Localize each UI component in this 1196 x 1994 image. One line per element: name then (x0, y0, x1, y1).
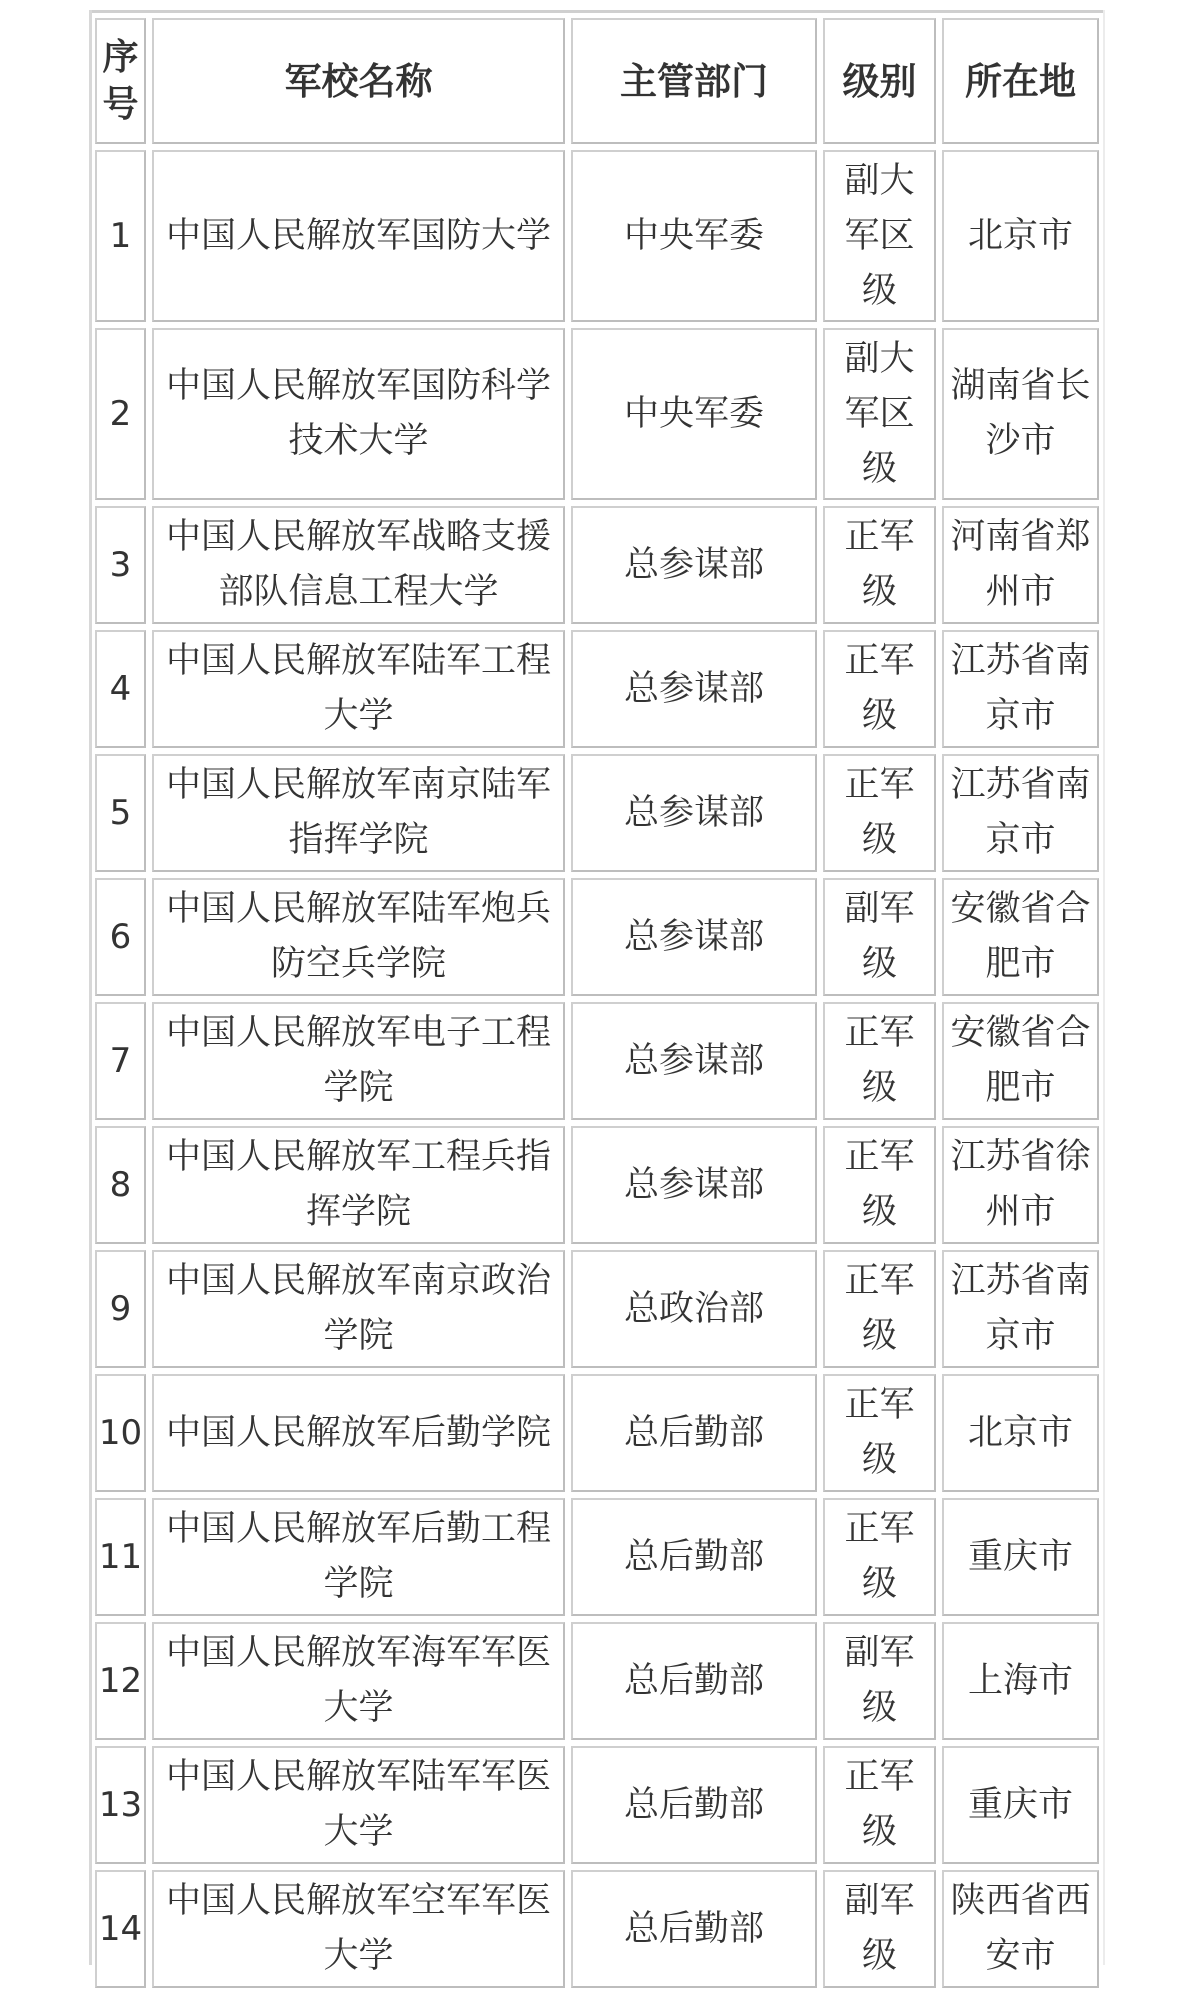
cell-name: 中国人民解放军电子工程学院 (152, 1002, 565, 1120)
header-dept: 主管部门 (571, 18, 817, 144)
cell-name: 中国人民解放军陆军军医大学 (152, 1746, 565, 1864)
cell-no: 14 (95, 1870, 146, 1988)
cell-level: 正军级 (823, 1126, 936, 1244)
military-academy-table (89, 12, 1105, 1994)
cell-no: 1 (95, 150, 146, 322)
table-row (95, 1622, 1099, 1740)
cell-dept: 总参谋部 (571, 878, 817, 996)
cell-dept: 总后勤部 (571, 1746, 817, 1864)
cell-no: 9 (95, 1250, 146, 1368)
cell-level: 正军级 (823, 506, 936, 624)
cell-level: 副军级 (823, 1622, 936, 1740)
cell-no: 8 (95, 1126, 146, 1244)
table-row (95, 1498, 1099, 1616)
cell-dept: 总参谋部 (571, 1002, 817, 1120)
table-row (95, 506, 1099, 624)
cell-name: 中国人民解放军后勤工程学院 (152, 1498, 565, 1616)
cell-dept: 总参谋部 (571, 630, 817, 748)
cell-dept: 总后勤部 (571, 1870, 817, 1988)
cell-no: 3 (95, 506, 146, 624)
cell-no: 6 (95, 878, 146, 996)
cell-name: 中国人民解放军空军军医大学 (152, 1870, 565, 1988)
cell-dept: 中央军委 (571, 328, 817, 500)
table-body (95, 150, 1099, 1988)
cell-no: 7 (95, 1002, 146, 1120)
header-level: 级别 (823, 18, 936, 144)
cell-location: 上海市 (942, 1622, 1099, 1740)
cell-location: 安徽省合肥市 (942, 878, 1099, 996)
cell-no: 11 (95, 1498, 146, 1616)
table-row (95, 150, 1099, 322)
table-row (95, 1374, 1099, 1492)
cell-no: 12 (95, 1622, 146, 1740)
cell-level: 正军级 (823, 630, 936, 748)
header-no: 序号 (95, 18, 146, 144)
cell-name: 中国人民解放军陆军工程大学 (152, 630, 565, 748)
cell-location: 重庆市 (942, 1746, 1099, 1864)
cell-level: 副大军区级 (823, 328, 936, 500)
cell-level: 正军级 (823, 1250, 936, 1368)
table-row (95, 1002, 1099, 1120)
cell-name: 中国人民解放军海军军医大学 (152, 1622, 565, 1740)
cell-location: 重庆市 (942, 1498, 1099, 1616)
table-row (95, 878, 1099, 996)
table-row (95, 1746, 1099, 1864)
cell-location: 江苏省南京市 (942, 1250, 1099, 1368)
cell-level: 正军级 (823, 1002, 936, 1120)
cell-name: 中国人民解放军工程兵指挥学院 (152, 1126, 565, 1244)
cell-location: 陕西省西安市 (942, 1870, 1099, 1988)
header-name: 军校名称 (152, 18, 565, 144)
cell-location: 安徽省合肥市 (942, 1002, 1099, 1120)
cell-dept: 总后勤部 (571, 1374, 817, 1492)
cell-name: 中国人民解放军战略支援部队信息工程大学 (152, 506, 565, 624)
cell-location: 北京市 (942, 1374, 1099, 1492)
table-row (95, 1870, 1099, 1988)
header-row (95, 18, 1099, 144)
cell-name: 中国人民解放军陆军炮兵防空兵学院 (152, 878, 565, 996)
cell-no: 2 (95, 328, 146, 500)
cell-name: 中国人民解放军南京政治学院 (152, 1250, 565, 1368)
table-row (95, 328, 1099, 500)
cell-name: 中国人民解放军国防大学 (152, 150, 565, 322)
cell-level: 副大军区级 (823, 150, 936, 322)
cell-location: 湖南省长沙市 (942, 328, 1099, 500)
cell-location: 北京市 (942, 150, 1099, 322)
table-row (95, 630, 1099, 748)
cell-level: 副军级 (823, 1870, 936, 1988)
table-row (95, 1250, 1099, 1368)
cell-level: 副军级 (823, 878, 936, 996)
cell-dept: 总参谋部 (571, 754, 817, 872)
cell-no: 5 (95, 754, 146, 872)
cell-name: 中国人民解放军后勤学院 (152, 1374, 565, 1492)
cell-no: 13 (95, 1746, 146, 1864)
cell-location: 江苏省南京市 (942, 754, 1099, 872)
cell-location: 江苏省南京市 (942, 630, 1099, 748)
table-row (95, 754, 1099, 872)
cell-location: 江苏省徐州市 (942, 1126, 1099, 1244)
cell-location: 河南省郑州市 (942, 506, 1099, 624)
cell-no: 10 (95, 1374, 146, 1492)
header-location: 所在地 (942, 18, 1099, 144)
cell-dept: 总后勤部 (571, 1622, 817, 1740)
cell-dept: 中央军委 (571, 150, 817, 322)
cell-dept: 总后勤部 (571, 1498, 817, 1616)
cell-dept: 总参谋部 (571, 1126, 817, 1244)
cell-level: 正军级 (823, 754, 936, 872)
cell-dept: 总参谋部 (571, 506, 817, 624)
cell-level: 正军级 (823, 1374, 936, 1492)
cell-level: 正军级 (823, 1498, 936, 1616)
cell-level: 正军级 (823, 1746, 936, 1864)
table-row (95, 1126, 1099, 1244)
cell-name: 中国人民解放军南京陆军指挥学院 (152, 754, 565, 872)
cell-no: 4 (95, 630, 146, 748)
cell-name: 中国人民解放军国防科学技术大学 (152, 328, 565, 500)
cell-dept: 总政治部 (571, 1250, 817, 1368)
